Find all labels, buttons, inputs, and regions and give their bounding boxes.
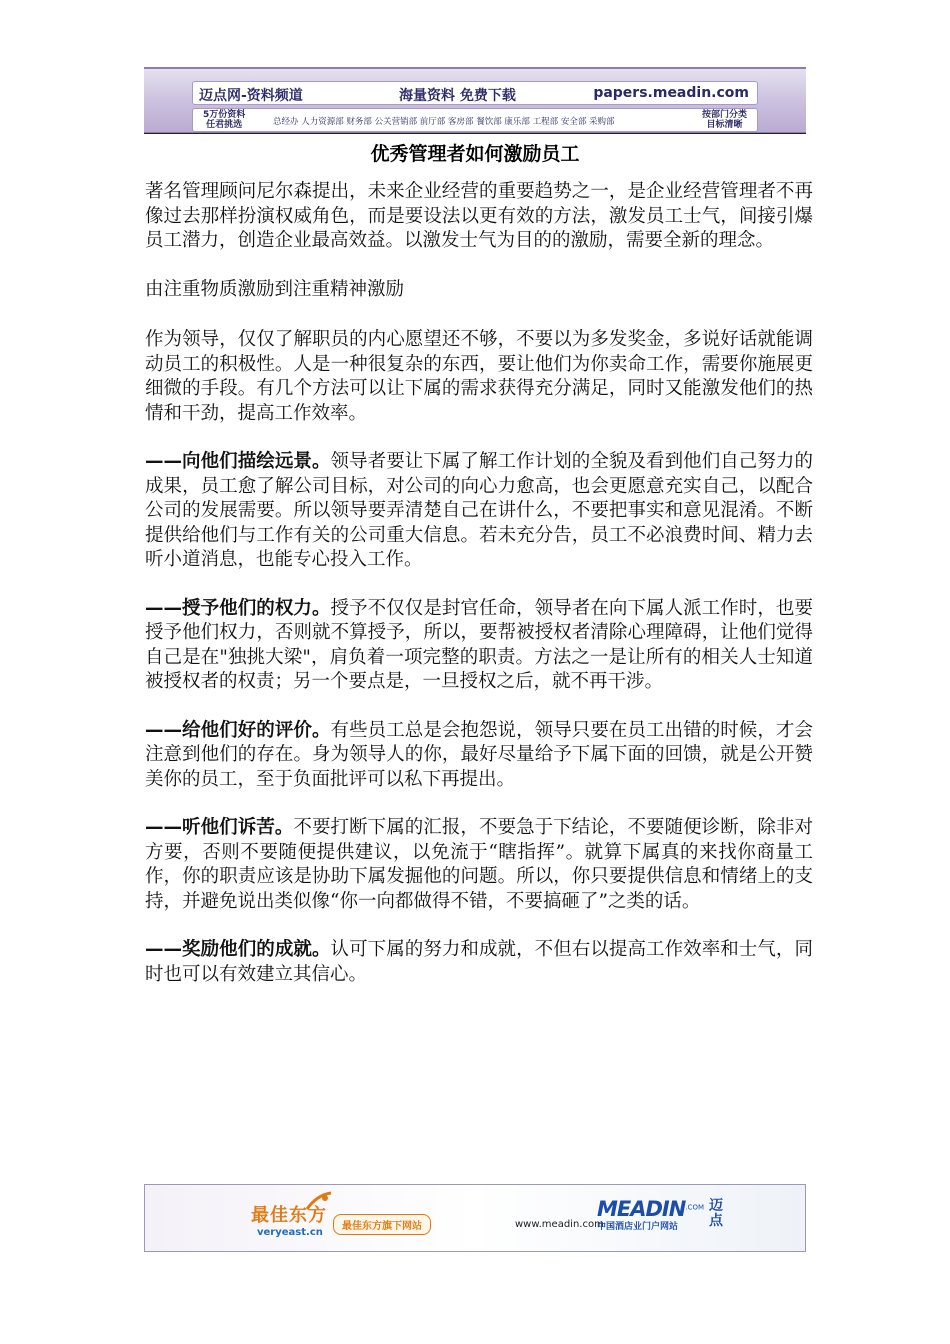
tip-text: 不要打断下属的汇报，不要急于下结论，不要随便诊断，除非对方要，否则不要随便提供建议，以免流于“瞎指挥”。就算下属真的来找你商量工作，你的职责应该是协助下属发掘他的问题。所以，你只要提供信息和情绪上的支持，并避免说出类似像“你一向都做得不错，不要搞砸了”之类的话。 <box>145 817 813 912</box>
tip-text: 授予不仅仅是封官任命，领导者在向下属人派工作时，也要授予他们权力，否则就不算授予，所以，要帮被授权者清除心理障碍，让他们觉得自己是在"独挑大梁"，肩负着一项完整的职责。方法之一是让所有的相关人士知道被授权者的权责；另一个要点是，一旦授权之后，就不再干涉。 <box>145 597 813 692</box>
right-badge-line2: 目标清晰 <box>706 120 743 130</box>
site-name[interactable]: 迈点网-资料频道 <box>199 88 303 104</box>
document-title: 优秀管理者如何激励员工 <box>370 143 580 165</box>
footer-banner <box>144 1184 806 1252</box>
department-list[interactable]: 总经办 人力资源部 财务部 公关营销部 前厅部 客房部 餐饮部 康乐部 工程部 安全部 采购部 <box>273 117 615 127</box>
footer-tagline: 最佳东方旗下网站 <box>333 1214 431 1235</box>
header-banner <box>144 67 806 133</box>
meadin-logo-brand: MEADIN <box>597 1197 686 1221</box>
tip-paragraph-listen <box>145 816 813 914</box>
right-badge <box>702 110 747 130</box>
tip-lead: ——向他们描绘远景。 <box>145 451 331 472</box>
footer-url[interactable]: www.meadin.com <box>515 1219 604 1230</box>
meadin-logo-com: .COM <box>685 1203 704 1212</box>
document-body <box>145 180 813 1011</box>
section-heading: 由注重物质激励到注重精神激励 <box>145 278 405 300</box>
tip-paragraph-reward <box>145 938 813 987</box>
tip-paragraph-vision <box>145 450 813 573</box>
tip-text: 有些员工总是会抱怨说，领导只要在员工出错的时候，才会注意到他们的存在。身为领导人的你，最好尽量给予下属下面的回馈，就是公开赞美你的员工，至于负面批评可以私下再提出。 <box>145 719 813 790</box>
header-divider <box>144 133 806 134</box>
meadin-logo-desc: 中国酒店业门户网站 <box>597 1222 679 1232</box>
meadin-logo[interactable] <box>597 1197 723 1232</box>
intro-paragraph: 著名管理顾问尼尔森提出，未来企业经营的重要趋势之一，是企业经营管理者不再像过去那样扮演权威角色，而是要设法以更有效的方法，激发员工士气，间接引爆员工潜力，创造企业最高效益。以激发士气为目的的激励，需要全新的理念。 <box>145 181 813 251</box>
tip-text: 认可下属的努力和成就，不但右以提高工作效率和士气，同时也可以有效建立其信心。 <box>145 939 813 985</box>
tip-lead: ——给他们好的评价。 <box>145 719 331 741</box>
tip-lead: ——授予他们的权力。 <box>145 597 331 619</box>
tip-paragraph-evaluation <box>145 719 813 793</box>
left-badge-line1: 5万份资料 <box>203 110 246 120</box>
tip-lead: ——听他们诉苦。 <box>145 817 294 838</box>
tip-text: 领导者要让下属了解工作计划的全貌及看到他们自己努力的成果，员工愈了解公司目标，对公司的向心力愈高，也会更愿意充实自己，以配合公司的发展需要。所以领导要弄清楚自己在讲什么，不要把事实和意见混淆。不断提供给他们与工作有关的公司重大信息。若未充分告，员工不必浪费时间、精力去听小道消息，也能专心投入工作。 <box>145 451 813 570</box>
tip-lead: ——奖励他们的成就。 <box>145 939 331 960</box>
header-bottom-row <box>192 108 758 132</box>
header-url[interactable]: papers.meadin.com <box>593 85 749 101</box>
veryeast-logo[interactable] <box>251 1201 327 1238</box>
left-badge-line2: 任君挑选 <box>206 120 243 130</box>
tip-paragraph-power <box>145 597 813 695</box>
header-top-row <box>192 81 758 105</box>
veryeast-logo-cn: 最佳东方 <box>251 1205 327 1226</box>
left-badge <box>203 110 245 130</box>
right-badge-line1: 按部门分类 <box>701 110 747 120</box>
meadin-logo-cn: 迈点 <box>709 1198 723 1229</box>
veryeast-logo-en: veryeast.cn <box>257 1227 323 1238</box>
body-paragraph: 作为领导，仅仅了解职员的内心愿望还不够，不要以为多发奖金，多说好话就能调动员工的积极性。人是一种很复杂的东西，要让他们为你卖命工作，需要你施展更细微的手段。有几个方法可以让下属的需求获得充分满足，同时又能激发他们的热情和干劲，提高工作效率。 <box>145 329 813 424</box>
header-slogan: 海量资料 免费下载 <box>399 88 516 104</box>
